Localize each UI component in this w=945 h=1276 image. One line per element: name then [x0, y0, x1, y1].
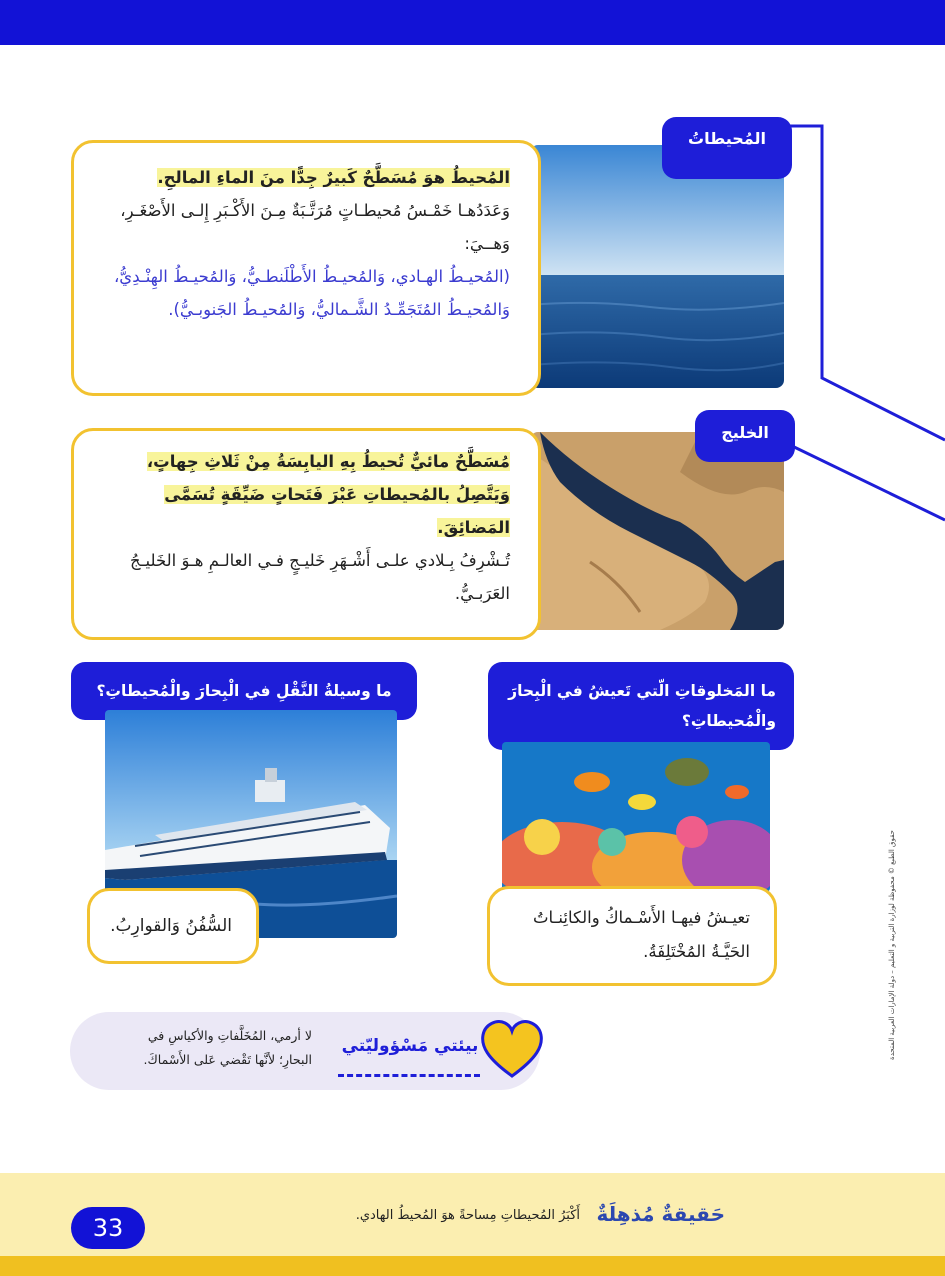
transport-answer: السُّفُنُ وَالقوارِبُ. [110, 916, 232, 936]
ocean-photo [530, 145, 784, 388]
amazing-fact-title: حَقيقةٌ مُذهِلَةٌ [596, 1202, 725, 1226]
gulf-fact: تُـشْرِفُ بِـلادي علـى أَشْـهَرِ خَليـجٍ فـي العالـمِ هـوَ الخَليـجُ العَرَبـيُّ. [130, 551, 510, 603]
heart-icon [479, 1018, 545, 1080]
gulf-label: الخليج [695, 410, 795, 462]
responsibility-title: بيئتي مَسْؤوليّتي [341, 1036, 479, 1056]
amazing-fact-text: أَكْبَرُ المُحيطاتِ مِساحةً هوَ المُحيطُ الهادي. [355, 1208, 580, 1223]
oceans-card [71, 140, 541, 396]
coral-reef-photo [502, 742, 770, 892]
transport-answer-card [87, 888, 259, 964]
transport-question: ما وسيلةُ النَّقْلِ في الْبِحارَ والْمُحيطاتِ؟ [71, 662, 417, 720]
bottom-bar [0, 1256, 945, 1276]
creatures-question: ما المَخلوقاتِ الّتي تَعيشُ في الْبِحارَ والْمُحيطاتِ؟ [488, 662, 794, 750]
creatures-answer-card [487, 886, 777, 986]
oceans-list: (المُحيـطُ الهـادي، وَالمُحيـطُ الأَطْلَنطـيُّ، وَالمُحيـطُ الهِنْـدِيُّ، وَالمُحيـطُ المُتَجَمِّـدُ الشَّـماليُّ، وَالمُحيـطُ الجَنوبـيُّ). [113, 267, 510, 319]
page-number: 33 [71, 1207, 145, 1249]
gulf-card [71, 428, 541, 640]
oceans-count-text: وَعَدَدُهـا خَمْـسُ مُحيطـاتٍ مُرَتَّـبَةٌ مِـنَ الأَكْـبَرِ إِلـى الأَصْغَـرِ، وَهــيَ: [120, 201, 510, 253]
responsibility-text: لا أرمي، المُخَلَّفاتِ والأكياسِ في البحارِ؛ لأنَّها تَقْضي عَلى الأَسْماكَ. [143, 1028, 312, 1067]
dashed-line [338, 1074, 480, 1077]
creatures-answer: تعيـشُ فيهـا الأَسْـماكُ والكائِنـاتُ الحَيَّـةُ المُخْتَلِفَةُ. [533, 908, 750, 961]
copyright-note: حقوق الطبع © محفوظة لوزارة التربية و التعليم – دولة الإمارات العربية المتحدة [888, 830, 896, 1060]
oceans-label: المُحيطاتُ [662, 117, 792, 179]
gulf-definition: مُسَطَّحٌ مائيٌّ تُحيطُ بِهِ اليابِسَةُ مِنْ ثَلاثِ جِهاتٍ، وَيَتَّصِلُ بالمُحيطاتِ عَبْرَ فَتَحاتٍ ضَيِّقَةٍ تُسَمَّى المَضائِقَ. [146, 452, 510, 537]
oceans-definition: المُحيطُ هوَ مُسَطَّحٌ كَبيرٌ جِدًّا منَ الماءِ المالحِ. [157, 168, 510, 187]
